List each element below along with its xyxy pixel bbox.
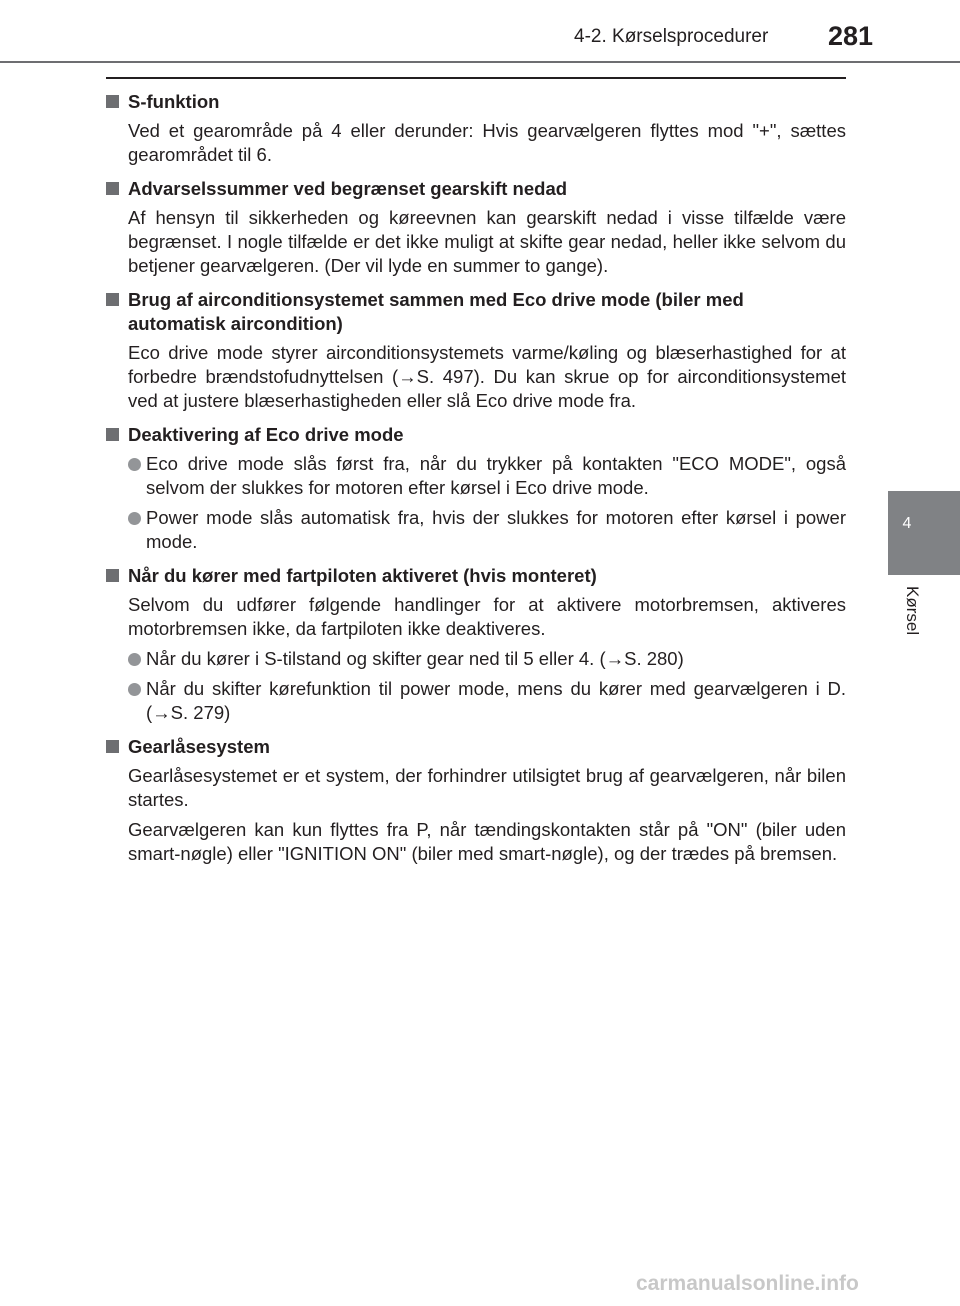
list-item [106, 647, 846, 671]
paragraph: Af hensyn til sikkerheden og køreevnen kan gearskift nedad i visse tilfælde være begrænset. I nogle tilfælde er det ikke muligt at skifte gear nedad, heller ikke selvom du betjener gearvælgeren. (Der vil lyde en summer to gange). [128, 207, 846, 276]
section-heading-text: S-funktion [128, 91, 220, 112]
round-bullet-icon [128, 653, 141, 666]
list-item-text: Eco drive mode slås først fra, når du trykker på kontakten "ECO MODE", også selvom der slukkes for motoren efter kørsel i Eco drive mode. [146, 453, 846, 498]
content-top-rule [106, 77, 846, 79]
section-heading-text: Deaktivering af Eco drive mode [128, 424, 404, 445]
square-bullet-icon [106, 569, 119, 582]
section-heading-text: Advarselssummer ved begrænset gearskift nedad [128, 178, 568, 199]
section-heading [106, 90, 846, 114]
list-item [106, 452, 846, 500]
chapter-number: 4 [902, 515, 912, 532]
list-item [106, 506, 846, 554]
paragraph: Ved et gearområde på 4 eller derunder: Hvis gearvælgeren flyttes mod "+", sættes gearområdet til 6. [128, 120, 846, 165]
section-heading-text: Når du kører med fartpiloten aktiveret (hvis monteret) [128, 565, 597, 586]
chapter-tab [888, 491, 960, 575]
paragraph: Gearvælgeren kan kun flyttes fra P, når tændingskontakten står på "ON" (biler uden smart-nøgle) eller "IGNITION ON" (biler med smart-nøgle), og der trædes på bremsen. [128, 819, 846, 864]
list-item-text: Når du kører i S-tilstand og skifter gear ned til 5 eller 4. (→S. 280) [146, 648, 684, 669]
square-bullet-icon [106, 428, 119, 441]
paragraph: Eco drive mode styrer airconditionsystemets varme/køling og blæserhastighed for at forbedre brændstofudnyttelsen (→S. 497). Du kan skrue op for airconditionsystemet ved at justere blæserhastigheden eller slå Eco drive mode fra. [128, 342, 846, 411]
watermark-link[interactable]: carmanualsonline.info [636, 1272, 859, 1295]
page-content [106, 90, 846, 872]
section-heading [106, 564, 846, 588]
list-item [106, 677, 846, 725]
section-heading [106, 735, 846, 759]
section-heading-text: Gearlåsesystem [128, 736, 270, 757]
header-divider [0, 61, 960, 63]
square-bullet-icon [106, 740, 119, 753]
square-bullet-icon [106, 182, 119, 195]
round-bullet-icon [128, 512, 141, 525]
round-bullet-icon [128, 683, 141, 696]
square-bullet-icon [106, 95, 119, 108]
square-bullet-icon [106, 293, 119, 306]
section-heading [106, 288, 846, 336]
running-header-section: 4-2. Kørselsprocedurer [574, 26, 769, 47]
section-heading [106, 177, 846, 201]
section-heading-text: Brug af airconditionsystemet sammen med Eco drive mode (biler med automatisk aircondition) [128, 289, 744, 334]
section-heading [106, 423, 846, 447]
list-item-text: Power mode slås automatisk fra, hvis der slukkes for motoren efter kørsel i power mode. [146, 507, 846, 552]
round-bullet-icon [128, 458, 141, 471]
paragraph: Gearlåsesystemet er et system, der forhindrer utilsigtet brug af gearvælgeren, når bilen startes. [128, 765, 846, 810]
page-number: 281 [828, 21, 874, 51]
paragraph: Selvom du udfører følgende handlinger for at aktivere motorbremsen, aktiveres motorbremsen ikke, da fartpiloten ikke deaktiveres. [128, 594, 846, 639]
chapter-label: Kørsel [903, 586, 922, 636]
list-item-text: Når du skifter kørefunktion til power mode, mens du kører med gearvælgeren i D. (→S. 279) [146, 678, 846, 723]
